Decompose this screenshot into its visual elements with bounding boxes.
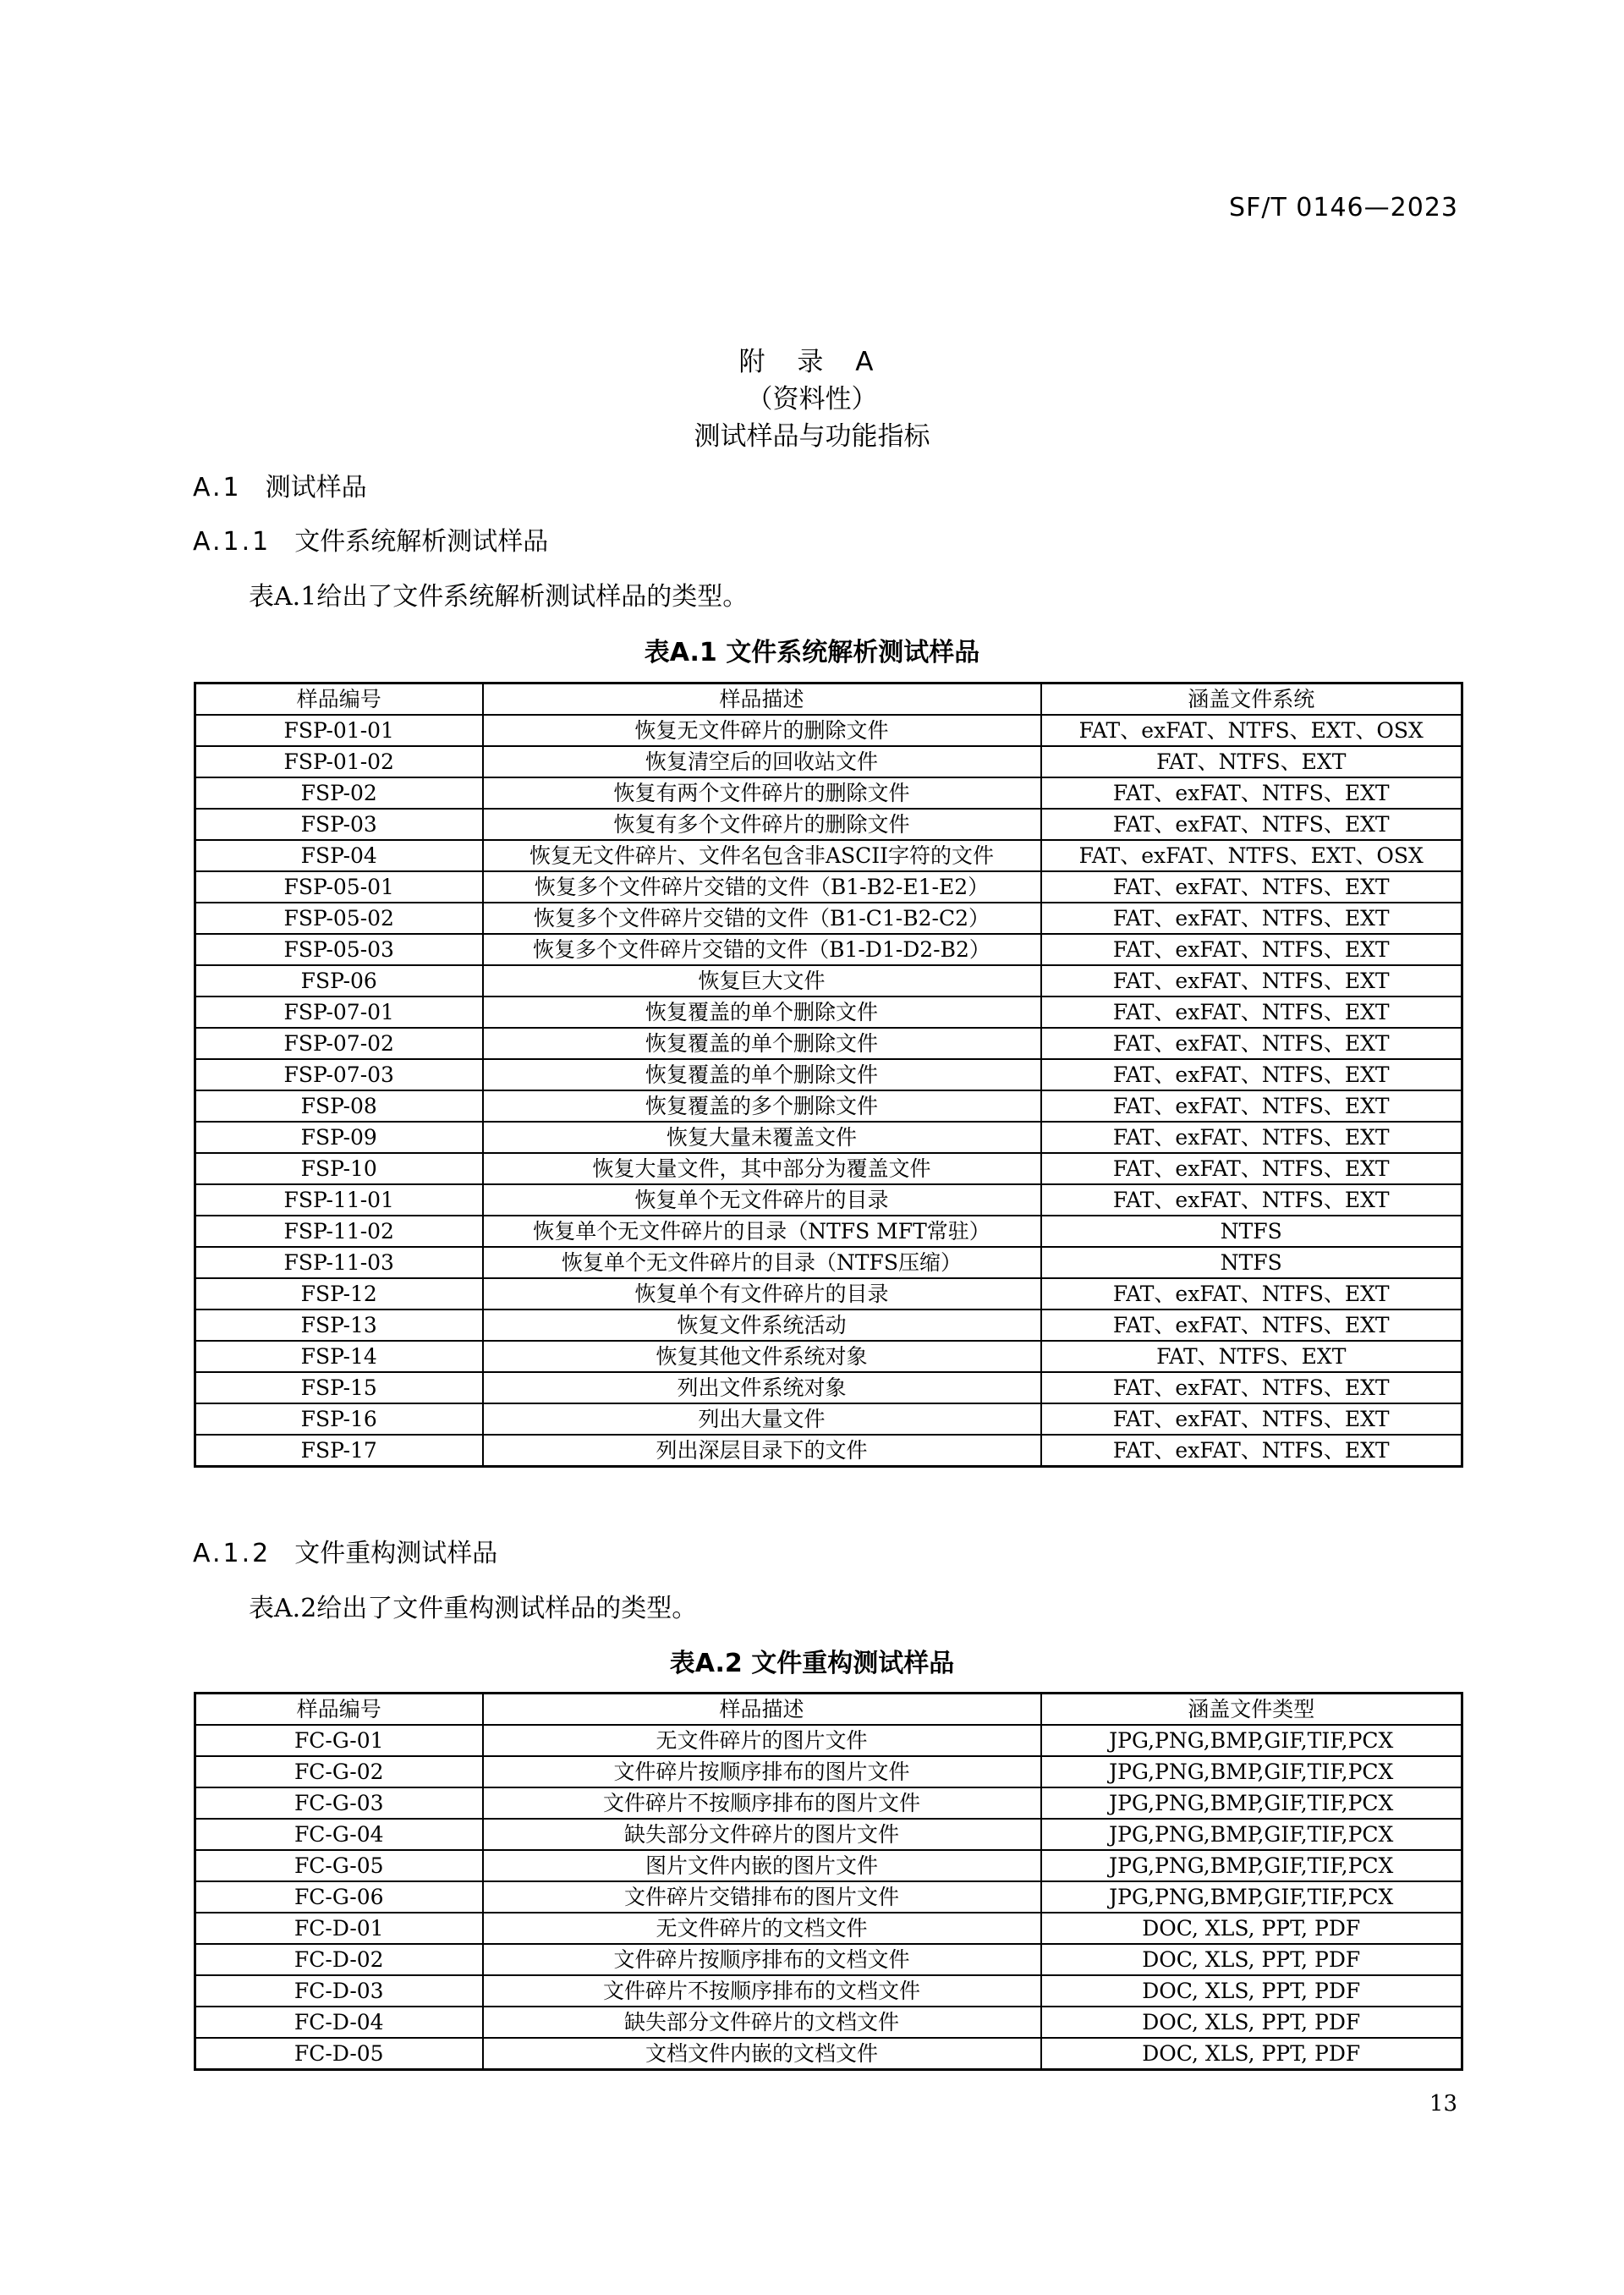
section-number: A.1.1 xyxy=(193,527,272,557)
appendix-title: 附 录 A xyxy=(738,347,886,377)
table-a1 xyxy=(194,682,1463,1468)
sample-description-cell: 文件碎片按顺序排布的图片文件 xyxy=(483,1756,1041,1787)
table-row xyxy=(195,1247,1462,1278)
table-row xyxy=(195,809,1462,840)
table-row xyxy=(195,1153,1462,1184)
sample-id-cell: FSP-11-03 xyxy=(195,1247,483,1278)
sample-id-cell: FSP-06 xyxy=(195,965,483,997)
table-row xyxy=(195,1028,1462,1059)
table-row xyxy=(195,1090,1462,1122)
table-header-row xyxy=(195,1694,1462,1726)
table-row xyxy=(195,1787,1462,1819)
table-body xyxy=(195,1725,1462,2070)
sample-description-cell: 恢复覆盖的单个删除文件 xyxy=(483,1028,1041,1059)
sample-id-cell: FSP-01-01 xyxy=(195,715,483,746)
sample-id-cell: FSP-05-02 xyxy=(195,903,483,934)
file-types-cell: DOC, XLS, PPT, PDF xyxy=(1041,1944,1462,1975)
sample-description-cell: 恢复巨大文件 xyxy=(483,965,1041,997)
table-body xyxy=(195,715,1462,1467)
sample-description-cell: 列出大量文件 xyxy=(483,1403,1041,1435)
section-heading-a12 xyxy=(193,1532,497,1569)
sample-id-cell: FC-G-01 xyxy=(195,1725,483,1756)
sample-description-cell: 恢复多个文件碎片交错的文件（B1-C1-B2-C2） xyxy=(483,903,1041,934)
sample-id-cell: FSP-15 xyxy=(195,1372,483,1403)
sample-id-cell: FSP-05-03 xyxy=(195,934,483,965)
section-heading-a1 xyxy=(193,466,367,503)
table-row xyxy=(195,871,1462,903)
sample-id-cell: FSP-11-02 xyxy=(195,1216,483,1247)
table-row xyxy=(195,934,1462,965)
file-systems-cell: FAT、exFAT、NTFS、EXT、OSX xyxy=(1041,715,1462,746)
table-row xyxy=(195,1278,1462,1309)
intro-paragraph-a12: 表A.2给出了文件重构测试样品的类型。 xyxy=(249,1594,698,1623)
sample-description-cell: 恢复有两个文件碎片的删除文件 xyxy=(483,777,1041,809)
file-types-cell: JPG,PNG,BMP,GIF,TIF,PCX xyxy=(1041,1725,1462,1756)
file-systems-cell: FAT、exFAT、NTFS、EXT、OSX xyxy=(1041,840,1462,871)
sample-description-cell: 恢复单个无文件碎片的目录（NTFS压缩） xyxy=(483,1247,1041,1278)
sample-id-cell: FC-D-01 xyxy=(195,1913,483,1944)
sample-description-cell: 文件碎片不按顺序排布的文档文件 xyxy=(483,1975,1041,2007)
table-row xyxy=(195,1881,1462,1913)
file-types-cell: DOC, XLS, PPT, PDF xyxy=(1041,2007,1462,2038)
appendix-nature: （资料性） xyxy=(746,384,878,415)
file-systems-cell: NTFS xyxy=(1041,1247,1462,1278)
sample-id-cell: FSP-17 xyxy=(195,1435,483,1467)
table-row xyxy=(195,1819,1462,1850)
table-row xyxy=(195,1850,1462,1881)
table-a2 xyxy=(194,1692,1463,2071)
file-types-cell: JPG,PNG,BMP,GIF,TIF,PCX xyxy=(1041,1756,1462,1787)
file-systems-cell: FAT、NTFS、EXT xyxy=(1041,746,1462,777)
file-systems-cell: FAT、exFAT、NTFS、EXT xyxy=(1041,777,1462,809)
file-systems-cell: FAT、exFAT、NTFS、EXT xyxy=(1041,1435,1462,1467)
file-systems-cell: NTFS xyxy=(1041,1216,1462,1247)
section-number: A.1 xyxy=(193,473,242,502)
header-file-systems: 涵盖文件系统 xyxy=(1041,684,1462,716)
sample-description-cell: 恢复其他文件系统对象 xyxy=(483,1341,1041,1372)
table-caption-a2: 表A.2 文件重构测试样品 xyxy=(669,1649,955,1678)
sample-id-cell: FC-G-05 xyxy=(195,1850,483,1881)
table-row xyxy=(195,965,1462,997)
table-row xyxy=(195,1372,1462,1403)
sample-description-cell: 列出文件系统对象 xyxy=(483,1372,1041,1403)
appendix-subject: 测试样品与功能指标 xyxy=(694,421,930,452)
sample-description-cell: 恢复多个文件碎片交错的文件（B1-D1-D2-B2） xyxy=(483,934,1041,965)
table-row xyxy=(195,1309,1462,1341)
file-systems-cell: FAT、exFAT、NTFS、EXT xyxy=(1041,1309,1462,1341)
sample-description-cell: 无文件碎片的文档文件 xyxy=(483,1913,1041,1944)
sample-description-cell: 恢复覆盖的单个删除文件 xyxy=(483,1059,1041,1090)
document-code: SF/T 0146—2023 xyxy=(1229,193,1458,222)
header-sample-description: 样品描述 xyxy=(483,1694,1041,1726)
file-types-cell: DOC, XLS, PPT, PDF xyxy=(1041,1913,1462,1944)
header-sample-id: 样品编号 xyxy=(195,1694,483,1726)
sample-id-cell: FSP-08 xyxy=(195,1090,483,1122)
sample-description-cell: 列出深层目录下的文件 xyxy=(483,1435,1041,1467)
file-systems-cell: FAT、exFAT、NTFS、EXT xyxy=(1041,1090,1462,1122)
sample-id-cell: FC-G-04 xyxy=(195,1819,483,1850)
sample-description-cell: 文件碎片不按顺序排布的图片文件 xyxy=(483,1787,1041,1819)
table-row xyxy=(195,1913,1462,1944)
table-row xyxy=(195,777,1462,809)
file-systems-cell: FAT、NTFS、EXT xyxy=(1041,1341,1462,1372)
sample-id-cell: FSP-02 xyxy=(195,777,483,809)
sample-id-cell: FC-D-05 xyxy=(195,2038,483,2070)
header-sample-description: 样品描述 xyxy=(483,684,1041,716)
sample-id-cell: FSP-13 xyxy=(195,1309,483,1341)
page-number: 13 xyxy=(1429,2091,1457,2117)
table-caption-a1: 表A.1 文件系统解析测试样品 xyxy=(644,638,980,667)
sample-description-cell: 恢复无文件碎片的删除文件 xyxy=(483,715,1041,746)
table-row xyxy=(195,840,1462,871)
file-systems-cell: FAT、exFAT、NTFS、EXT xyxy=(1041,903,1462,934)
sample-id-cell: FSP-14 xyxy=(195,1341,483,1372)
sample-description-cell: 恢复单个无文件碎片的目录 xyxy=(483,1184,1041,1216)
file-types-cell: DOC, XLS, PPT, PDF xyxy=(1041,1975,1462,2007)
table-row xyxy=(195,1341,1462,1372)
sample-id-cell: FSP-07-01 xyxy=(195,997,483,1028)
file-systems-cell: FAT、exFAT、NTFS、EXT xyxy=(1041,1028,1462,1059)
sample-description-cell: 文档文件内嵌的文档文件 xyxy=(483,2038,1041,2070)
sample-description-cell: 恢复清空后的回收站文件 xyxy=(483,746,1041,777)
file-types-cell: JPG,PNG,BMP,GIF,TIF,PCX xyxy=(1041,1819,1462,1850)
file-types-cell: DOC, XLS, PPT, PDF xyxy=(1041,2038,1462,2070)
file-systems-cell: FAT、exFAT、NTFS、EXT xyxy=(1041,934,1462,965)
sample-id-cell: FSP-12 xyxy=(195,1278,483,1309)
table-header-row xyxy=(195,684,1462,716)
table-row xyxy=(195,997,1462,1028)
sample-description-cell: 恢复有多个文件碎片的删除文件 xyxy=(483,809,1041,840)
file-systems-cell: FAT、exFAT、NTFS、EXT xyxy=(1041,1403,1462,1435)
table-row xyxy=(195,1216,1462,1247)
sample-id-cell: FSP-05-01 xyxy=(195,871,483,903)
file-systems-cell: FAT、exFAT、NTFS、EXT xyxy=(1041,1184,1462,1216)
table-row xyxy=(195,1403,1462,1435)
file-systems-cell: FAT、exFAT、NTFS、EXT xyxy=(1041,1372,1462,1403)
file-systems-cell: FAT、exFAT、NTFS、EXT xyxy=(1041,1059,1462,1090)
sample-id-cell: FC-D-03 xyxy=(195,1975,483,2007)
sample-id-cell: FSP-11-01 xyxy=(195,1184,483,1216)
file-systems-cell: FAT、exFAT、NTFS、EXT xyxy=(1041,1122,1462,1153)
header-file-types: 涵盖文件类型 xyxy=(1041,1694,1462,1726)
sample-id-cell: FC-G-02 xyxy=(195,1756,483,1787)
section-number: A.1.2 xyxy=(193,1539,272,1568)
sample-id-cell: FSP-16 xyxy=(195,1403,483,1435)
sample-description-cell: 恢复大量未覆盖文件 xyxy=(483,1122,1041,1153)
table-row xyxy=(195,1756,1462,1787)
sample-description-cell: 文件碎片按顺序排布的文档文件 xyxy=(483,1944,1041,1975)
sample-id-cell: FSP-01-02 xyxy=(195,746,483,777)
sample-description-cell: 恢复覆盖的多个删除文件 xyxy=(483,1090,1041,1122)
file-types-cell: JPG,PNG,BMP,GIF,TIF,PCX xyxy=(1041,1787,1462,1819)
table-row xyxy=(195,1944,1462,1975)
sample-description-cell: 缺失部分文件碎片的图片文件 xyxy=(483,1819,1041,1850)
sample-description-cell: 图片文件内嵌的图片文件 xyxy=(483,1850,1041,1881)
sample-id-cell: FC-D-02 xyxy=(195,1944,483,1975)
table-row xyxy=(195,1975,1462,2007)
table-row xyxy=(195,1184,1462,1216)
sample-description-cell: 缺失部分文件碎片的文档文件 xyxy=(483,2007,1041,2038)
sample-description-cell: 文件碎片交错排布的图片文件 xyxy=(483,1881,1041,1913)
file-systems-cell: FAT、exFAT、NTFS、EXT xyxy=(1041,809,1462,840)
table-row xyxy=(195,2038,1462,2070)
sample-id-cell: FSP-07-02 xyxy=(195,1028,483,1059)
file-systems-cell: FAT、exFAT、NTFS、EXT xyxy=(1041,965,1462,997)
table-row xyxy=(195,1435,1462,1467)
sample-id-cell: FSP-03 xyxy=(195,809,483,840)
sample-id-cell: FSP-10 xyxy=(195,1153,483,1184)
table-row xyxy=(195,1725,1462,1756)
section-title: 文件系统解析测试样品 xyxy=(294,527,549,557)
table-row xyxy=(195,1059,1462,1090)
sample-description-cell: 恢复覆盖的单个删除文件 xyxy=(483,997,1041,1028)
file-systems-cell: FAT、exFAT、NTFS、EXT xyxy=(1041,1153,1462,1184)
sample-description-cell: 恢复单个无文件碎片的目录（NTFS MFT常驻） xyxy=(483,1216,1041,1247)
sample-id-cell: FC-G-06 xyxy=(195,1881,483,1913)
sample-id-cell: FC-D-04 xyxy=(195,2007,483,2038)
sample-description-cell: 恢复多个文件碎片交错的文件（B1-B2-E1-E2） xyxy=(483,871,1041,903)
section-title: 文件重构测试样品 xyxy=(294,1539,498,1568)
file-systems-cell: FAT、exFAT、NTFS、EXT xyxy=(1041,1278,1462,1309)
table-row xyxy=(195,903,1462,934)
sample-id-cell: FC-G-03 xyxy=(195,1787,483,1819)
sample-description-cell: 恢复单个有文件碎片的目录 xyxy=(483,1278,1041,1309)
sample-description-cell: 无文件碎片的图片文件 xyxy=(483,1725,1041,1756)
section-title: 测试样品 xyxy=(265,473,367,502)
file-systems-cell: FAT、exFAT、NTFS、EXT xyxy=(1041,997,1462,1028)
sample-id-cell: FSP-04 xyxy=(195,840,483,871)
file-types-cell: JPG,PNG,BMP,GIF,TIF,PCX xyxy=(1041,1850,1462,1881)
section-heading-a11 xyxy=(193,520,548,557)
sample-description-cell: 恢复无文件碎片、文件名包含非ASCII字符的文件 xyxy=(483,840,1041,871)
table-row xyxy=(195,2007,1462,2038)
table-row xyxy=(195,746,1462,777)
sample-description-cell: 恢复文件系统活动 xyxy=(483,1309,1041,1341)
file-types-cell: JPG,PNG,BMP,GIF,TIF,PCX xyxy=(1041,1881,1462,1913)
sample-id-cell: FSP-07-03 xyxy=(195,1059,483,1090)
sample-id-cell: FSP-09 xyxy=(195,1122,483,1153)
table-row xyxy=(195,715,1462,746)
table-row xyxy=(195,1122,1462,1153)
header-sample-id: 样品编号 xyxy=(195,684,483,716)
file-systems-cell: FAT、exFAT、NTFS、EXT xyxy=(1041,871,1462,903)
intro-paragraph-a11: 表A.1给出了文件系统解析测试样品的类型。 xyxy=(249,582,749,612)
sample-description-cell: 恢复大量文件，其中部分为覆盖文件 xyxy=(483,1153,1041,1184)
